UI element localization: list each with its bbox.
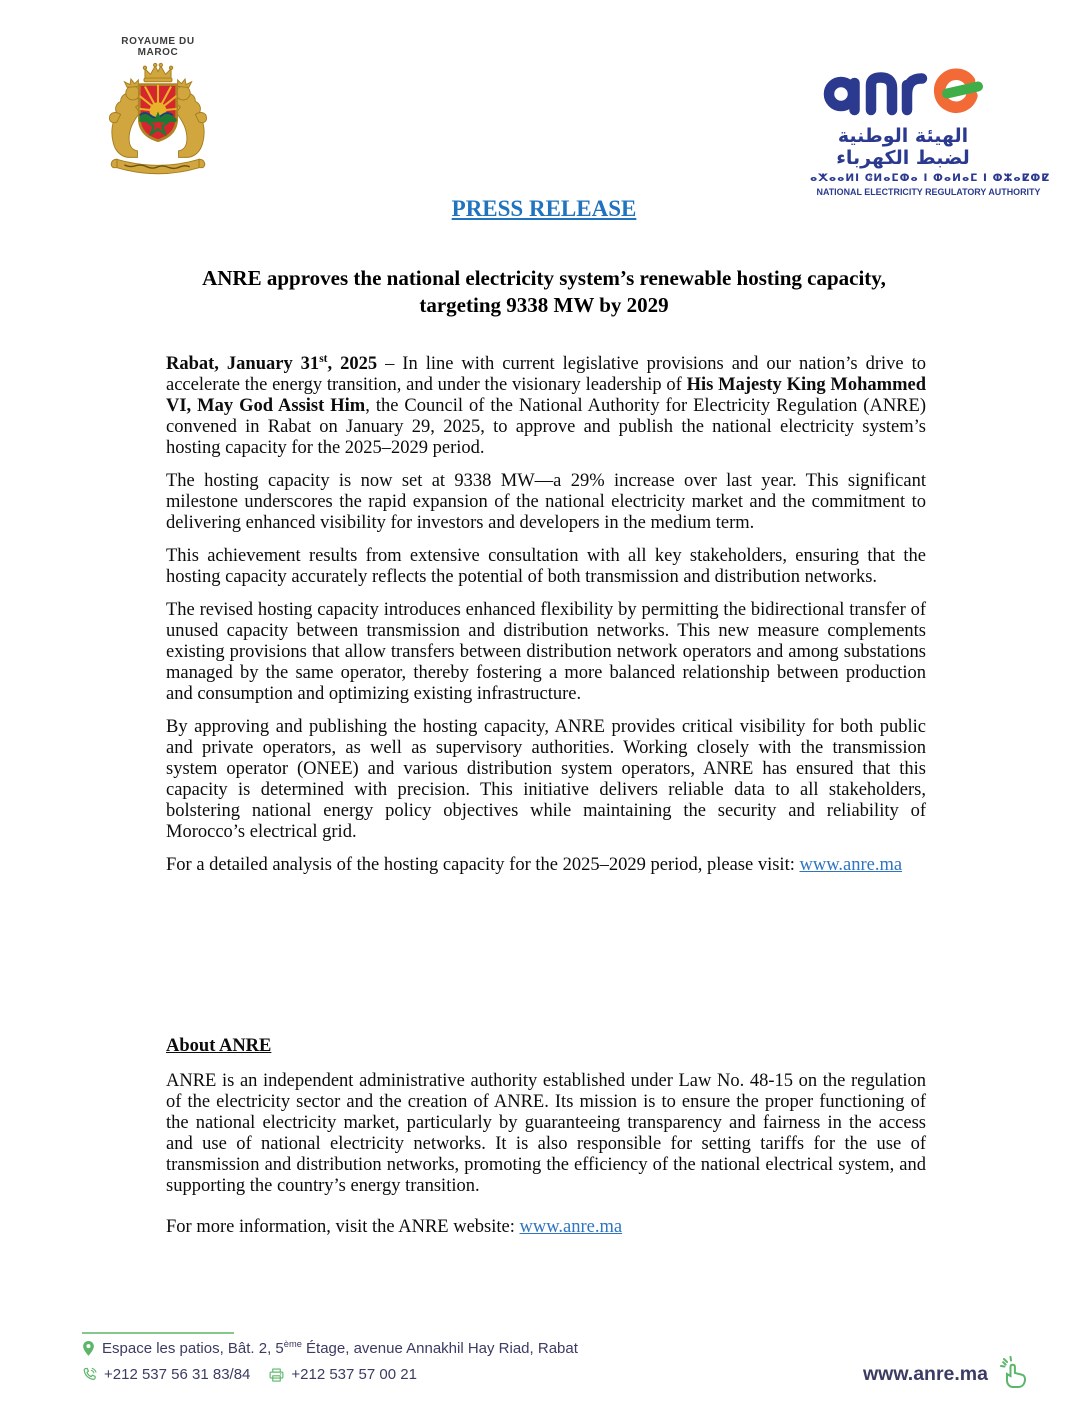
footer-website [863, 1356, 1033, 1392]
about-heading: About ANRE [166, 1036, 272, 1056]
headline-line-1: ANRE approves the national electricity system’s renewable hosting capacity, [202, 266, 886, 290]
paragraph-flexibility: The revised hosting capacity introduces enhanced flexibility by permitting the bidirectional transfer of unused capacity between transmission and distribution networks. This new measure complements existing provisions that allow transfers between distribution network operators and among substations managed by the same operator, thereby fostering a more balanced relationship between production and consumption and optimizing existing infrastructure. [166, 600, 926, 704]
address-text: Espace les patios, Bât. 2, 5ème Étage, avenue Annakhil Hay Riad, Rabat [102, 1339, 578, 1357]
paragraph-1-text: – In line with current legislative provisions and our nation’s drive to accelerate the energy transition, and under the visionary leadership of [166, 354, 926, 395]
fax-icon [269, 1368, 284, 1382]
headline-line-2: targeting 9338 MW by 2029 [419, 293, 669, 317]
press-release-title: PRESS RELEASE [451, 196, 637, 221]
map-pin-icon [82, 1340, 95, 1357]
king-bold: His Majesty King Mohammed VI, May God Assist Him [166, 375, 927, 416]
fax-group [269, 1366, 417, 1383]
paragraph-1-text-2: , the Council of the National Authority for Electricity Regulation (ANRE) convened in Rabat on January 29, 2025, to approve and publish the national electricity system’s hosting capacity for the 2025–2029 period. [166, 396, 926, 458]
footer-divider [82, 1332, 234, 1334]
footer-website-text: www.anre.ma [863, 1362, 988, 1385]
anre-website-link-2[interactable]: www.anre.ma [519, 1217, 623, 1237]
analysis-text: For a detailed analysis of the hosting capacity for the 2025–2029 period, please visit: [166, 855, 800, 875]
dateline-bold: Rabat, January 31 [166, 354, 320, 374]
anre-tifinagh-name: ⴰⵅⴰⴰⵍⵏ ⵛⵍⴰⵎⵀⴰ ⵏ ⵀⴰⵍⴰⵎ ⵏ ⵀⵣⴰⵇⵀⵇ [810, 172, 1051, 184]
paragraph-consultation: This achievement results from extensive consultation with all key stakeholders, ensuring that the hosting capacity accurately reflects the potential of both transmission and distribution networks. [166, 546, 926, 587]
kingdom-header [100, 36, 216, 185]
kingdom-label: ROYAUME DU MAROC [121, 36, 195, 58]
dateline-superscript: st [319, 352, 328, 365]
fax-number: +212 537 57 00 21 [291, 1366, 417, 1383]
body-content [166, 354, 926, 888]
more-info [166, 1217, 926, 1238]
about-body: ANRE is an independent administrative authority established under Law No. 48-15 on the regulation of the electricity sector and the creation of ANRE. Its mission is to ensure the proper functioning of the national electricity market, particularly by guaranteeing transparency and fairness in the access and use of national electricity networks. It is also responsible for setting tariffs for the use of transmission and distribution networks, promoting the efficiency of the national electrical system, and supporting the country’s energy transition. [166, 1071, 926, 1196]
phone-icon [82, 1367, 97, 1382]
anre-website-link[interactable]: www.anre.ma [799, 855, 903, 875]
headline [164, 265, 924, 319]
morocco-coat-of-arms-icon [102, 62, 214, 180]
about-section [166, 1036, 926, 1250]
footer-contacts [82, 1366, 417, 1383]
click-hand-icon [997, 1356, 1033, 1392]
paragraph-dateline [166, 354, 926, 459]
paragraph-visibility: By approving and publishing the hosting capacity, ANRE provides critical visibility for both public and private operators, as well as supervisory authorities. Working closely with the transmission system operator (ONEE) and various distribution system operators, ANRE has ensured that this capacity is determined with precision. This initiative delivers reliable data to all stakeholders, bolstering national energy policy objectives while maintaining the security and reliability of Morocco’s electrical grid. [166, 717, 926, 842]
paragraph-analysis [166, 855, 926, 876]
anre-wordmark-icon [818, 56, 988, 118]
footer-address [82, 1340, 578, 1357]
dateline-year-bold: , 2025 [327, 354, 378, 374]
more-info-text: For more information, visit the ANRE website: [166, 1217, 520, 1237]
paragraph-capacity: The hosting capacity is now set at 9338 MW—a 29% increase over last year. This significant milestone underscores the rapid expansion of the national electricity market and the commitment to delivering enhanced visibility for investors and developers in the medium term. [166, 471, 926, 533]
anre-arabic-name: الهيئة الوطنية لضبط الكهرباء [836, 125, 970, 169]
anre-english-name: NATIONAL ELECTRICITY REGULATORY AUTHORITY [816, 187, 1041, 198]
anre-logo [810, 56, 1051, 198]
phone-number: +212 537 56 31 83/84 [104, 1366, 251, 1383]
